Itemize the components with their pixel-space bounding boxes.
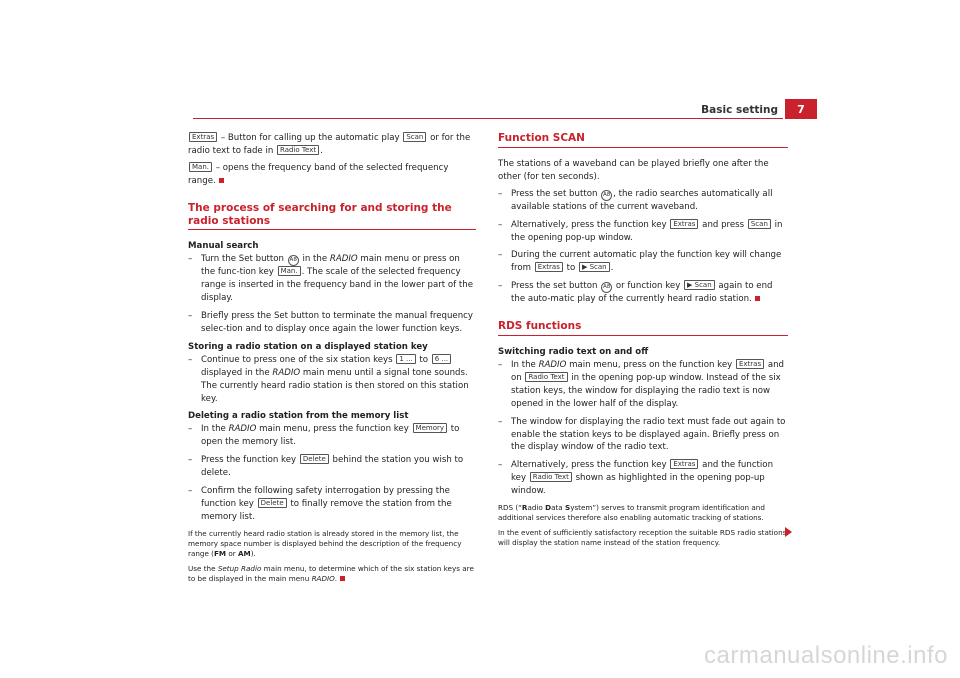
text: and the function key [511, 460, 774, 484]
text: to [566, 263, 576, 274]
text: R [521, 503, 528, 513]
station-key-6: 6 ... [432, 354, 451, 364]
scan-key: Scan [748, 219, 771, 229]
text: to finally remove the station from the memory list. [201, 498, 452, 522]
text: Press the set button [511, 188, 598, 199]
text: or for the radio text to fade in [188, 133, 471, 156]
text: or [226, 549, 238, 559]
page-header [0, 99, 960, 119]
step: – In the RADIO main menu, press the function key Memory to open the memory list. [188, 424, 460, 448]
text: – Button for calling up the automatic play [220, 133, 400, 143]
set-button-knob-icon: A8 [288, 255, 299, 266]
note-setup-radio [188, 564, 476, 585]
text: or function key [615, 281, 681, 292]
step: – Continue to press one of the six station keys 1 ... to 6 ... displayed in the RADIO main menu until a signal tone sounds. The currently heard radio station is then stored on this station key. [188, 354, 469, 404]
text: Alternatively, press the function key [511, 219, 667, 230]
header-rule [193, 118, 783, 119]
text: During the current automatic play the function key will change from [511, 250, 782, 274]
play-scan-key: ▶ Scan [579, 262, 610, 272]
extras-key: Extras [736, 359, 764, 369]
text: main menu until a signal tone sounds. The currently heard radio station is then stored on this station key. [201, 367, 469, 404]
text: Use the [188, 563, 216, 573]
text: Turn the Set button [201, 254, 284, 265]
text: In the [511, 359, 536, 370]
text: S [565, 503, 571, 513]
man-key: Man. [278, 266, 301, 276]
extras-key: Extras [670, 459, 698, 469]
step: – Press the function key Delete behind the station you wish to delete. [188, 455, 464, 479]
text: adio [527, 503, 546, 513]
text: again to end the auto-matic play of the currently heard radio station. [511, 281, 773, 305]
text: in the opening pop-up window. [511, 219, 783, 243]
man-description [188, 162, 476, 188]
text: main menu, press on the function key [569, 359, 733, 370]
text: . [320, 145, 323, 156]
text: displayed in the [201, 367, 270, 378]
text: ystem”) serves to transmit program identification and additional services therefore also enabling automatic tracking of stations. [498, 503, 765, 523]
step: – Press the set button A8 or function key ▶ Scan again to end the auto-matic play of the currently heard radio station. [498, 281, 773, 305]
text: ata [551, 503, 565, 513]
text: to [419, 354, 429, 365]
extras-key: Extras [670, 219, 698, 229]
end-mark [219, 178, 224, 183]
scan-key: Scan [403, 132, 426, 142]
step: – Alternatively, press the function key Extras and press Scan in the opening pop-up window. [498, 219, 783, 243]
step: – Confirm the following safety interrogation by pressing the function key Delete to finally remove the station from the memory list. [188, 485, 452, 522]
right-column [498, 132, 788, 552]
text: RADIO [329, 254, 358, 265]
delete-key: Delete [300, 454, 329, 464]
extras-key: Extras [535, 262, 563, 272]
section-title-scan: Function SCAN [498, 132, 788, 148]
step: – Briefly press the Set button to terminate the manual frequency selec-tion and to display once again the lower function keys. [188, 311, 473, 334]
step: – In the RADIO main menu, press on the function key Extras and on Radio Text in the opening pop-up window. Instead of the six station keys, the window for displaying the radio text is now opened in the lower half of the display. [498, 359, 784, 409]
text: Setup Radio [217, 563, 262, 573]
text: , the radio searches automatically all available stations of the current waveband. [511, 188, 773, 212]
set-button-knob-icon: A8 [601, 190, 612, 201]
text: Briefly press the Set button to terminate the manual frequency selec-tion and to display once again the lower function keys. [201, 311, 473, 334]
next-page-arrow-icon [785, 527, 792, 537]
text: main menu, to determine which of the six station keys are to be displayed in the main menu [188, 563, 474, 583]
text: ). [250, 549, 256, 559]
text: The window for displaying the radio text must fade out again to enable the station keys to be displayed again. Briefly press on the display window of the radio text. [511, 416, 786, 453]
man-key: Man. [189, 162, 212, 172]
note-rds-definition [498, 503, 788, 524]
text: Press the set button [511, 281, 598, 292]
left-column [188, 132, 476, 588]
text: behind the station you wish to delete. [201, 455, 464, 479]
text: main menu, press the function key [259, 424, 409, 435]
memory-key: Memory [413, 423, 447, 433]
radio-text-key: Radio Text [525, 372, 567, 382]
subhead-storing: Storing a radio station on a displayed station key [188, 341, 428, 352]
text: main menu or press on the func-tion key [201, 254, 460, 278]
text: and press [702, 219, 745, 230]
text: FM [214, 549, 227, 559]
text: Press the function key [201, 455, 297, 466]
set-button-knob-icon: A8 [601, 282, 612, 293]
subhead-manual-search: Manual search [188, 241, 259, 252]
text: – opens the frequency band of the selected frequency range. [188, 162, 449, 186]
radio-text-key: Radio Text [530, 472, 572, 482]
subhead-deleting: Deleting a radio station from the memory list [188, 411, 409, 422]
end-mark [340, 576, 345, 581]
end-mark [755, 296, 760, 301]
step: – Turn the Set button A8 in the RADIO main menu or press on the func-tion key Man. . The scale of the selected frequency range is inserted in the frequency band in the lower part of the display. [188, 254, 473, 304]
delete-key: Delete [258, 498, 287, 508]
extras-key: Extras [189, 132, 217, 142]
text: RADIO [538, 359, 567, 370]
text: . [334, 573, 338, 583]
station-key-1: 1 ... [396, 354, 415, 364]
step: – The window for displaying the radio text must fade out again to enable the station keys to be displayed again. Briefly press on the display window of the radio text. [498, 416, 786, 453]
text: Continue to press one of the six station keys [201, 354, 393, 365]
watermark: carmanualsonline.info [704, 642, 948, 669]
section-title-searching-storing: The process of searching for and storing the radio stations [188, 202, 476, 231]
text: RADIO [272, 367, 301, 378]
header-title: Basic setting [701, 104, 778, 116]
radio-text-key: Radio Text [277, 145, 319, 155]
text: . [610, 263, 614, 274]
text: RADIO [228, 424, 257, 435]
text: . The scale of the selected frequency range is inserted in the frequency band in the lower part of the display. [201, 267, 473, 304]
section-title-rds: RDS functions [498, 320, 788, 336]
page-number: 7 [785, 99, 817, 119]
text: Alternatively, press the function key [511, 460, 667, 471]
subhead-switching-radio-text: Switching radio text on and off [498, 347, 649, 358]
text: RADIO [311, 573, 335, 583]
text: and on [511, 359, 784, 383]
text: Confirm the following safety interrogation by pressing the function key [201, 485, 450, 509]
text: D [545, 503, 552, 513]
text: in the [302, 254, 328, 265]
play-scan-key: ▶ Scan [684, 280, 715, 290]
text: In the [201, 424, 226, 435]
step: – Press the set button A8 , the radio searches automatically all available stations of the current waveband. [498, 188, 773, 212]
text: shown as highlighted in the opening pop-up window. [511, 473, 765, 497]
scan-intro: The stations of a waveband can be played briefly one after the other (for ten seconds). [498, 158, 769, 182]
text: AM [237, 549, 251, 559]
note-rds-station-name: In the event of sufficiently satisfactory reception the suitable RDS radio stations will display the station name instead of the station frequency. [498, 527, 787, 547]
text: RDS (“ [498, 503, 522, 513]
note-memory-number [188, 529, 476, 560]
text: to open the memory list. [201, 424, 460, 448]
extras-description [188, 132, 476, 158]
step: – During the current automatic play the function key will change from Extras to ▶ Scan . [498, 250, 782, 274]
text: If the currently heard radio station is already stored in the memory list, the memory space number is displayed behind the description of the frequency range ( [188, 528, 462, 559]
text: in the opening pop-up window. Instead of the six station keys, the window for displaying the radio text is now opened in the lower half of the display. [511, 372, 781, 409]
step: – Alternatively, press the function key Extras and the function key Radio Text shown as highlighted in the opening pop-up window. [498, 460, 774, 497]
